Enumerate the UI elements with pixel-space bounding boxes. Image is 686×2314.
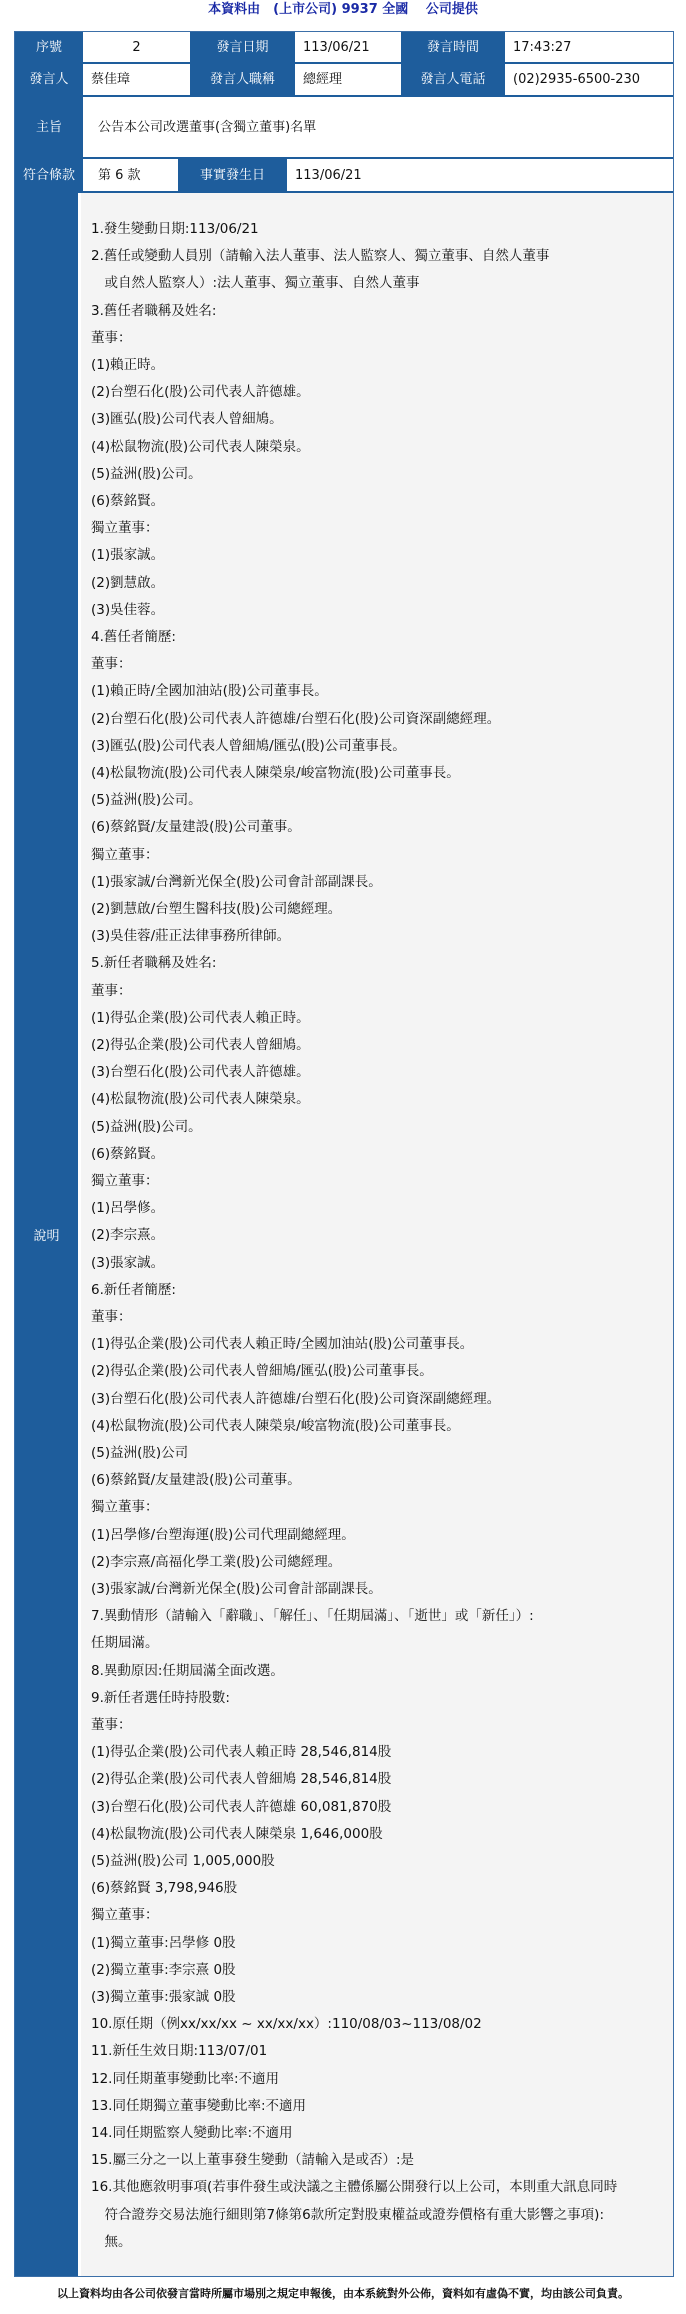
description-line: (1)賴正時。 — [91, 357, 165, 373]
description-line: (3)張家誠。 — [91, 1254, 165, 1271]
description-line: 16.其他應敘明事項(若事件發生或決議之主體係屬公開發行以上公司，本則重大訊息同時 — [91, 2179, 618, 2196]
description-line: (2)台塑石化(股)公司代表人許德雄/台塑石化(股)公司資深副總經理。 — [91, 710, 501, 727]
description-line: (5)益洲(股)公司。 — [91, 1118, 202, 1135]
description-line: (1)張家誠。 — [91, 547, 165, 564]
description-line: (2)得弘企業(股)公司代表人曾細鳩。 — [91, 1037, 310, 1053]
description-line: 10.原任期（例xx/xx/xx ~ xx/xx/xx）:110/08/03~113/08/02 — [91, 2016, 482, 2033]
description-line: (1)張家誠/台灣新光保全(股)公司會計部副課長。 — [91, 873, 382, 890]
description-line: 董事： — [91, 1717, 132, 1733]
description-line: 任期屆滿。 — [91, 1635, 159, 1652]
description-line: (5)益洲(股)公司 1,005,000股 — [91, 1853, 275, 1869]
description-line: (3)台塑石化(股)公司代表人許德雄/台塑石化(股)公司資深副總經理。 — [91, 1390, 501, 1407]
description-line: 獨立董事： — [91, 520, 159, 537]
description-line: 8.異動原因:任期屆滿全面改選。 — [91, 1662, 284, 1679]
description-line: 獨立董事： — [91, 1907, 159, 1924]
description-line: (4)松鼠物流(股)公司代表人陳榮泉/峻富物流(股)公司董事長。 — [91, 1417, 460, 1434]
description-line: (6)蔡銘賢。 — [91, 493, 165, 509]
description-line: (4)松鼠物流(股)公司代表人陳榮泉 1,646,000股 — [91, 1825, 383, 1842]
description-line: 獨立董事： — [91, 846, 159, 863]
description-line: 董事： — [91, 656, 132, 673]
description-line: 11.新任生效日期:113/07/01 — [91, 2043, 268, 2060]
footer-disclaimer: 以上資料均由各公司依發言當時所屬市場別之規定申報後，由本系統對外公佈，資料如有虛偽不實，均由該公司負責。 — [57, 2287, 629, 2300]
description-line: (2)李宗熹/高福化學工業(股)公司總經理。 — [91, 1553, 342, 1570]
description-line: 獨立董事： — [91, 1499, 159, 1516]
description-line: (3)匯弘(股)公司代表人曾細鳩。 — [91, 411, 283, 428]
description-line: 無。 — [91, 2233, 132, 2250]
time-value: 17:43:27 — [506, 32, 673, 62]
description-line: (1)呂學修。 — [91, 1200, 165, 1217]
description-line: 2.舊任或變動人員別（請輸入法人董事、法人監察人、獨立董事、自然人董事 — [91, 248, 550, 265]
description-line: 7.異動情形（請輸入「辭職」、「解任」、「任期屆滿」、「逝世」或「新任」）: — [91, 1608, 534, 1625]
date-label: 發言日期 — [190, 32, 295, 62]
description-line: 15.屬三分之一以上董事發生變動（請輸入是或否）:是 — [91, 2152, 415, 2169]
description-line: (3)張家誠/台灣新光保全(股)公司會計部副課長。 — [91, 1581, 382, 1597]
description-label: 說明 — [15, 193, 78, 2276]
description-line: 或自然人監察人）:法人董事、獨立董事、自然人董事 — [91, 275, 420, 292]
description-line: (6)蔡銘賢 3,798,946股 — [91, 1880, 238, 1897]
subject-value: 公告本公司改選董事(含獨立董事)名單 — [84, 97, 673, 157]
speaker-label: 發言人 — [15, 64, 83, 95]
event-date-value: 113/06/21 — [288, 159, 673, 191]
description-line: (3)吳佳蓉。 — [91, 601, 165, 618]
description-line: (1)得弘企業(股)公司代表人賴正時 28,546,814股 — [91, 1744, 392, 1761]
announcement-table — [14, 31, 674, 2277]
description-line: (3)台塑石化(股)公司代表人許德雄 60,081,870股 — [91, 1798, 392, 1815]
time-label: 發言時間 — [401, 32, 505, 62]
description-line: (1)呂學修/台塑海運(股)公司代理副總經理。 — [91, 1526, 355, 1543]
event-date-label: 事實發生日 — [178, 159, 287, 191]
description-line: (5)益洲(股)公司。 — [91, 465, 202, 482]
description-line: (6)蔡銘賢。 — [91, 1145, 165, 1162]
description-line: (2)得弘企業(股)公司代表人曾細鳩 28,546,814股 — [91, 1771, 392, 1788]
description-line: 12.同任期董事變動比率:不適用 — [91, 2070, 280, 2087]
description-line: 獨立董事： — [91, 1173, 159, 1189]
speaker-title-label: 發言人職稱 — [190, 64, 295, 95]
speaker-title-value: 總經理 — [296, 64, 400, 95]
description-line: (2)李宗熹。 — [91, 1227, 165, 1244]
description-line: (6)蔡銘賢/友量建設(股)公司董事。 — [91, 819, 301, 836]
description-line: (6)蔡銘賢/友量建設(股)公司董事。 — [91, 1472, 301, 1489]
description-line: (5)益洲(股)公司。 — [91, 792, 202, 809]
description-line: (1)得弘企業(股)公司代表人賴正時/全國加油站(股)公司董事長。 — [91, 1336, 474, 1353]
description-line: 5.新任者職稱及姓名: — [91, 955, 217, 972]
clause-value: 第 6 款 — [84, 159, 177, 191]
page-title: 本資料由 (上市公司) 9937 全國 公司提供 — [208, 2, 478, 17]
description-body — [81, 193, 673, 2276]
seq-label: 序號 — [15, 32, 83, 62]
description-line: (1)賴正時/全國加油站(股)公司董事長。 — [91, 683, 328, 700]
description-line: 4.舊任者簡歷: — [91, 629, 176, 645]
description-line: 14.同任期監察人變動比率:不適用 — [91, 2125, 293, 2141]
description-line: 董事： — [91, 982, 132, 999]
description-line: (2)劉慧啟。 — [91, 574, 165, 591]
description-line: (1)得弘企業(股)公司代表人賴正時。 — [91, 1009, 310, 1026]
description-line: (2)劉慧啟/台塑生醫科技(股)公司總經理。 — [91, 901, 342, 917]
description-line: (5)益洲(股)公司 — [91, 1445, 189, 1461]
description-line: 3.舊任者職稱及姓名: — [91, 302, 217, 319]
speaker-value: 蔡佳璋 — [84, 64, 189, 95]
description-line: (3)吳佳蓉/莊正法律事務所律師。 — [91, 928, 291, 945]
clause-label: 符合條款 — [15, 159, 83, 191]
description-line: 9.新任者選任時持股數: — [91, 1689, 230, 1706]
description-line: (1)獨立董事:呂學修 0股 — [91, 1934, 236, 1951]
description-line: 董事： — [91, 1309, 132, 1325]
description-line: (3)匯弘(股)公司代表人曾細鳩/匯弘(股)公司董事長。 — [91, 737, 406, 754]
phone-value: (02)2935-6500-230 — [506, 64, 673, 95]
subject-label: 主旨 — [15, 97, 83, 157]
description-line: (2)得弘企業(股)公司代表人曾細鳩/匯弘(股)公司董事長。 — [91, 1363, 433, 1380]
description-line: 13.同任期獨立董事變動比率:不適用 — [91, 2097, 307, 2114]
description-line: (2)獨立董事:李宗熹 0股 — [91, 1961, 236, 1978]
description-line: 6.新任者簡歷: — [91, 1281, 176, 1298]
description-line: (4)松鼠物流(股)公司代表人陳榮泉。 — [91, 1091, 310, 1108]
description-line: (4)松鼠物流(股)公司代表人陳榮泉/峻富物流(股)公司董事長。 — [91, 765, 460, 781]
description-line: (2)台塑石化(股)公司代表人許德雄。 — [91, 384, 310, 401]
description-line: (3)獨立董事:張家誠 0股 — [91, 1989, 236, 2005]
description-line: (3)台塑石化(股)公司代表人許德雄。 — [91, 1064, 310, 1081]
date-value: 113/06/21 — [296, 32, 400, 62]
seq-value: 2 — [84, 32, 189, 62]
description-line: 董事： — [91, 329, 132, 346]
description-line: 1.發生變動日期:113/06/21 — [91, 221, 259, 237]
description-line: 符合證券交易法施行細則第7條第6款所定對股東權益或證券價格有重大影響之事項): — [91, 2206, 604, 2223]
phone-label: 發言人電話 — [401, 64, 505, 95]
description-line: (4)松鼠物流(股)公司代表人陳榮泉。 — [91, 438, 310, 455]
